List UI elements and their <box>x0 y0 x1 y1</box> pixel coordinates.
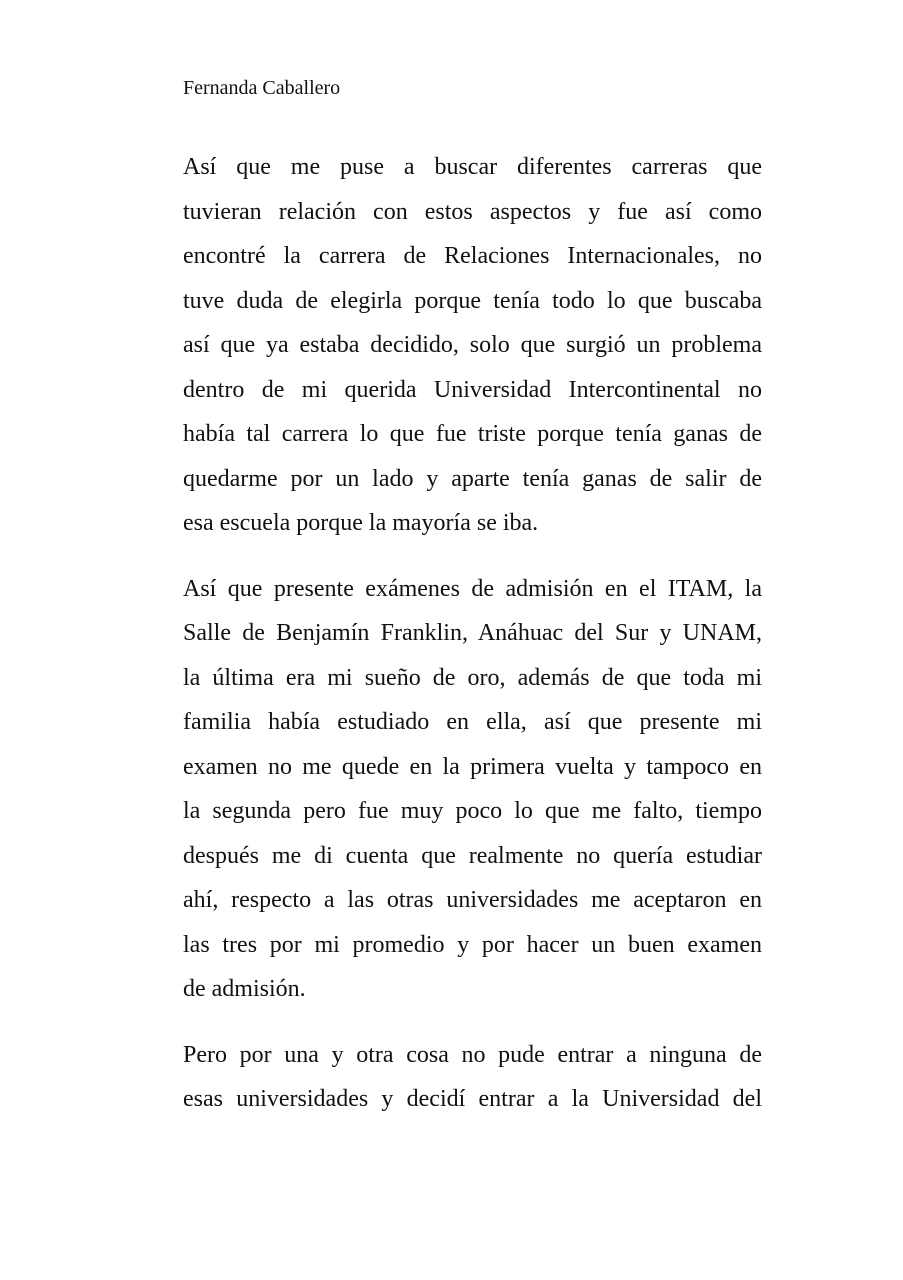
paragraph-2 <box>183 567 762 1012</box>
text-line: Así que presente exámenes de admisión en el ITAM, la <box>183 575 762 602</box>
paragraph-3 <box>183 1033 762 1122</box>
paragraph-1 <box>183 145 762 546</box>
text-line: examen no me quede en la primera vuelta y tampoco en <box>183 753 762 780</box>
text-line: esa escuela porque la mayoría se iba. <box>183 510 539 536</box>
text-line: quedarme por un lado y aparte tenía ganas de salir de <box>183 465 762 492</box>
text-line: la segunda pero fue muy poco lo que me falto, tiempo <box>183 798 762 824</box>
text-line: dentro de mi querida Universidad Intercontinental no <box>183 376 762 403</box>
document-body <box>183 145 762 1143</box>
text-line: había tal carrera lo que fue triste porque tenía ganas de <box>183 421 762 447</box>
text-line: Pero por una y otra cosa no pude entrar a ninguna de <box>183 1041 762 1068</box>
text-line: así que ya estaba decidido, solo que surgió un problema <box>183 332 762 358</box>
text-line: de admisión. <box>183 976 306 1002</box>
text-line: familia había estudiado en ella, así que presente mi <box>183 709 762 735</box>
text-line: tuvieran relación con estos aspectos y fue así como <box>183 198 762 225</box>
text-line: Salle de Benjamín Franklin, Anáhuac del Sur y UNAM, <box>183 620 762 646</box>
text-line: las tres por mi promedio y por hacer un buen examen <box>183 931 762 958</box>
text-line: tuve duda de elegirla porque tenía todo lo que buscaba <box>183 287 762 314</box>
text-line: después me di cuenta que realmente no quería estudiar <box>183 842 762 869</box>
text-line: Así que me puse a buscar diferentes carreras que <box>183 154 762 180</box>
text-line: encontré la carrera de Relaciones Internacionales, no <box>183 243 762 269</box>
page-header-author: Fernanda Caballero <box>183 77 341 99</box>
text-line: esas universidades y decidí entrar a la Universidad del <box>183 1086 762 1112</box>
text-line: ahí, respecto a las otras universidades me aceptaron en <box>183 887 762 913</box>
text-line: la última era mi sueño de oro, además de que toda mi <box>183 664 762 691</box>
